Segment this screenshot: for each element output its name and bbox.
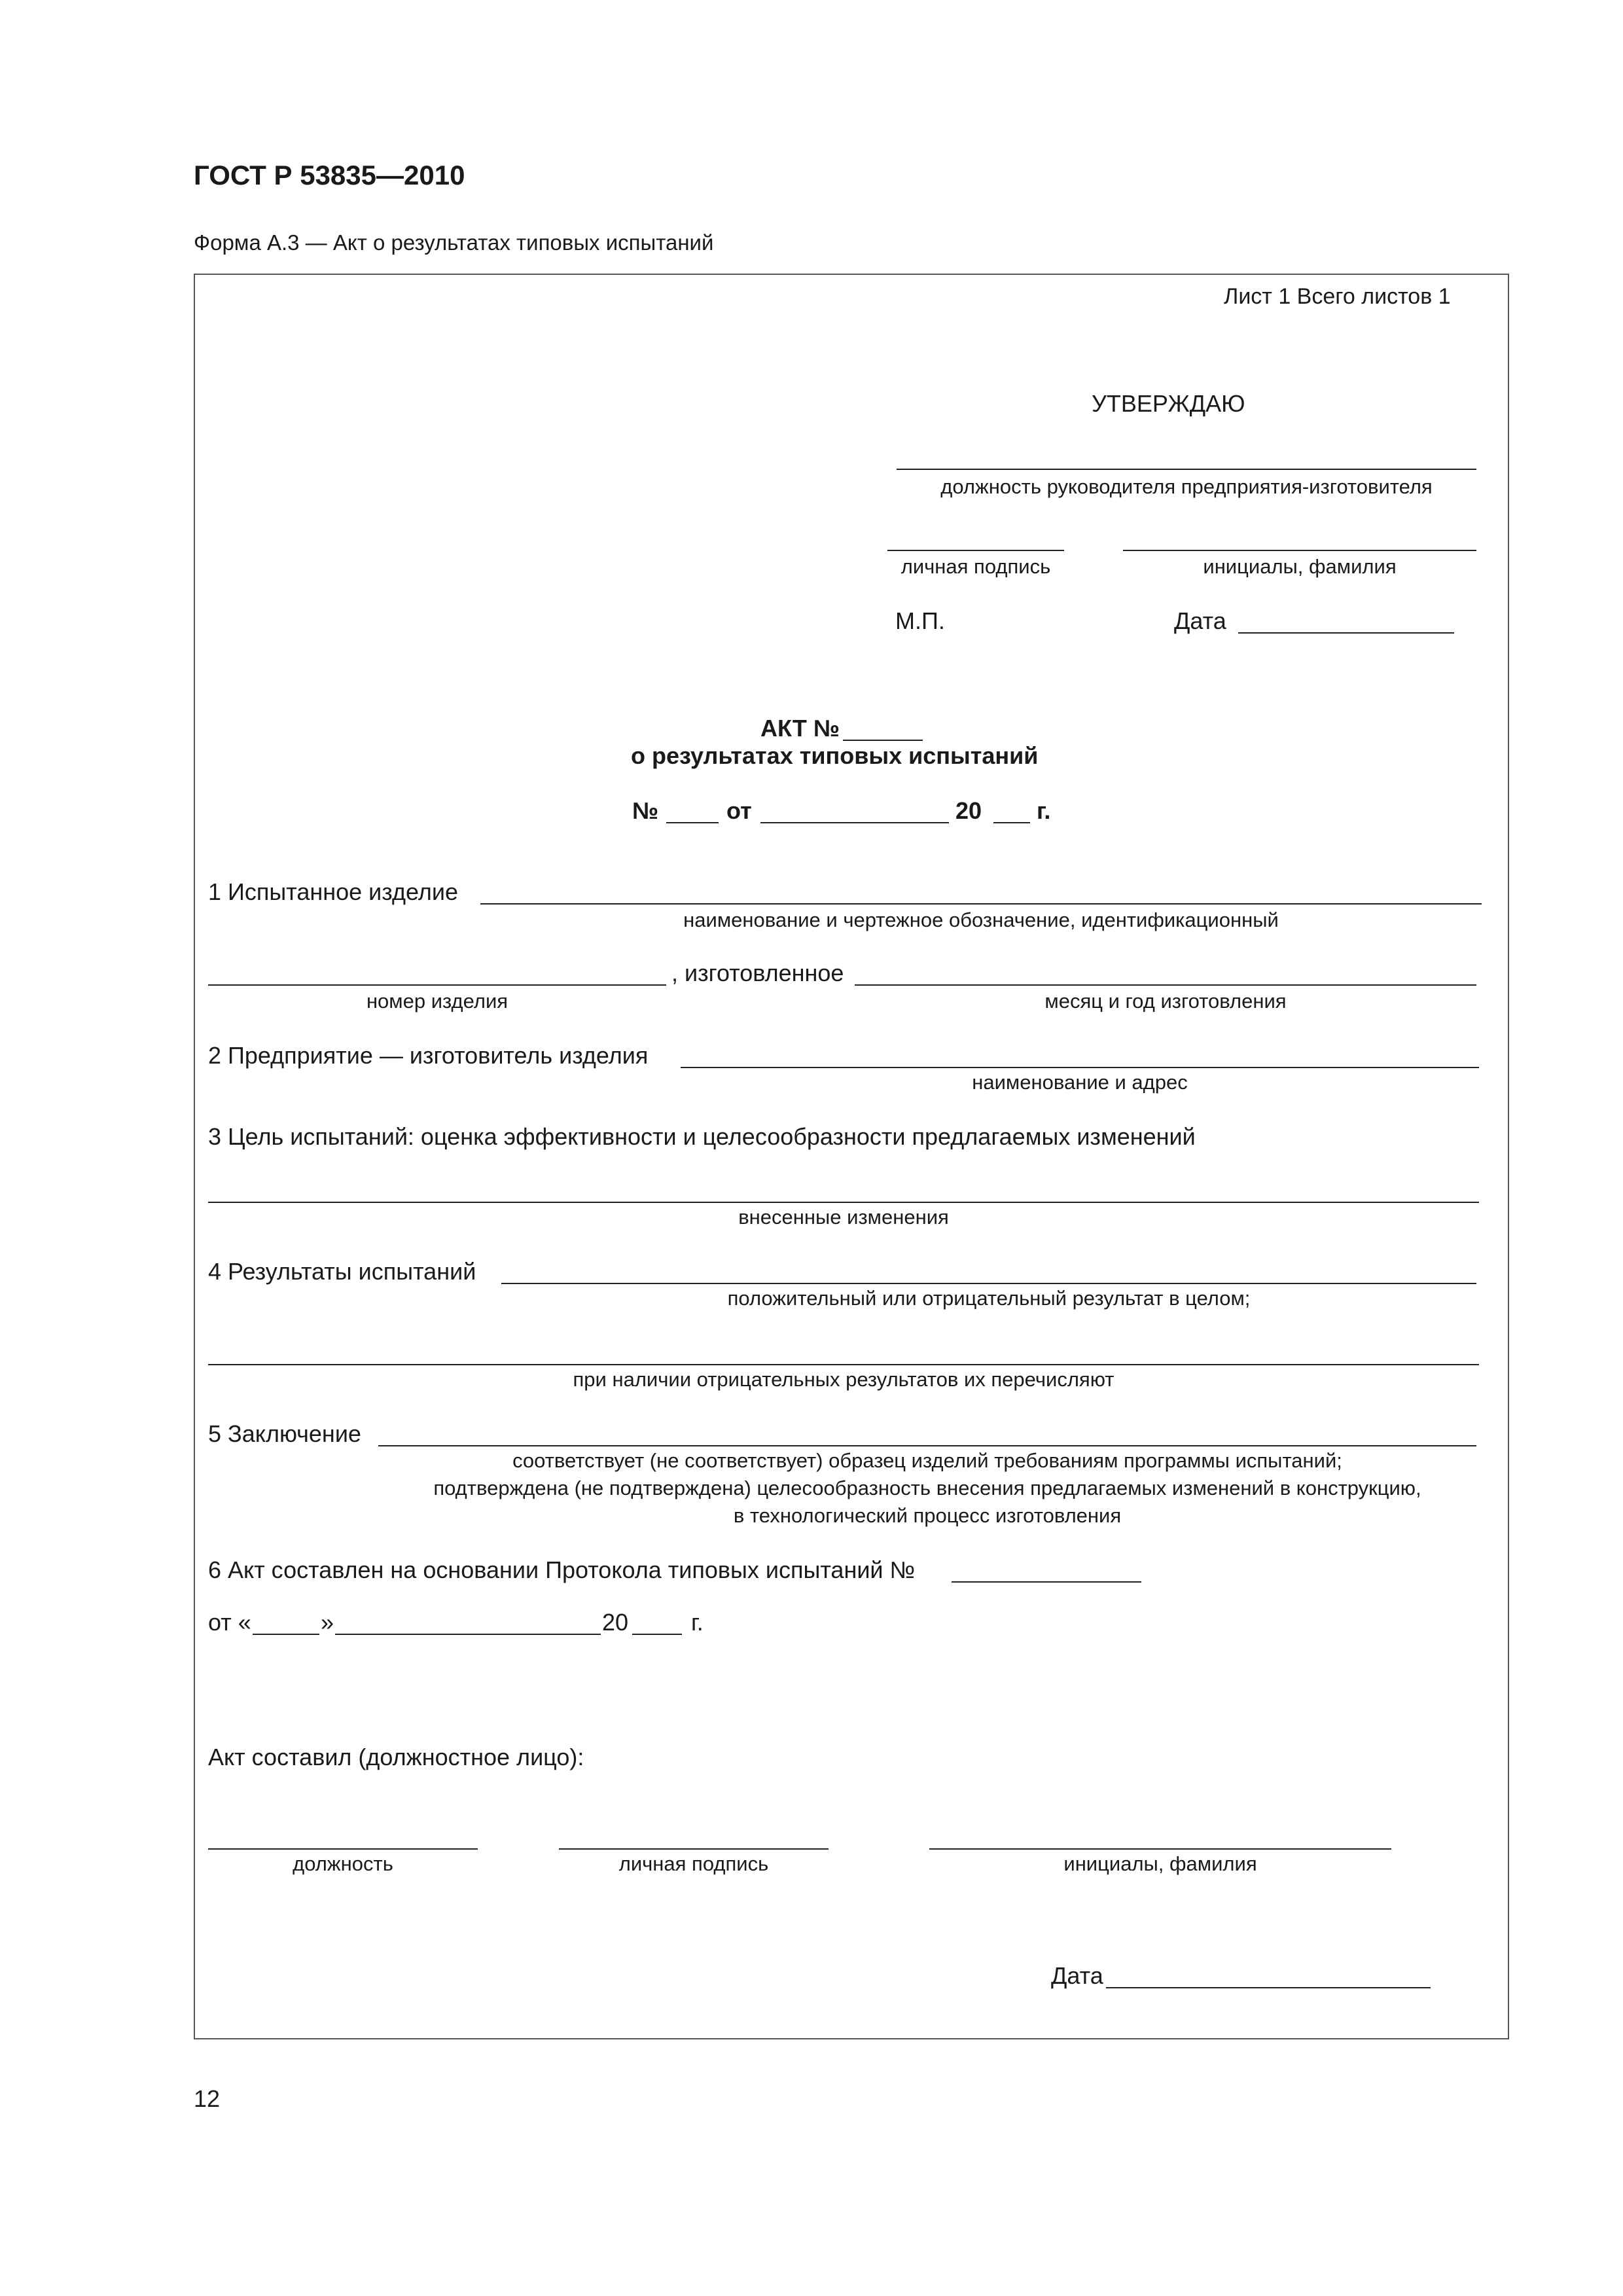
item6-day-line[interactable] [253, 1634, 319, 1635]
item1-number-line[interactable] [208, 984, 666, 986]
item1-date-line[interactable] [855, 984, 1476, 986]
item1-hint: наименование и чертежное обозначение, идентификационный [683, 908, 1279, 931]
position-line[interactable] [897, 469, 1476, 470]
approval-date-line[interactable] [1238, 632, 1454, 634]
approval-signature-label: личная подпись [901, 555, 1051, 578]
item1-manufactured-label: , изготовленное [671, 960, 844, 986]
approval-name-label: инициалы, фамилия [1203, 555, 1397, 578]
item6-month-line[interactable] [335, 1634, 601, 1635]
item1-date-hint: месяц и год изготовления [1044, 990, 1287, 1013]
page-number: 12 [194, 2085, 221, 2112]
compiler-title: Акт составил (должностное лицо): [208, 1744, 584, 1770]
compiler-name-label: инициалы, фамилия [1063, 1852, 1257, 1875]
item2-line[interactable] [681, 1067, 1479, 1068]
item4-line[interactable] [501, 1283, 1476, 1284]
item5-hint2: подтверждена (не подтверждена) целесообразность внесения предлагаемых изменений в конструкцию, [433, 1477, 1421, 1499]
item4-hint2: при наличии отрицательных результатов их перечисляют [573, 1368, 1115, 1391]
act-year-label: 20 [955, 797, 982, 824]
form-caption: Форма А.3 — Акт о результатах типовых испытаний [194, 230, 714, 255]
act-number-line[interactable] [843, 740, 923, 741]
item4-hint1: положительный или отрицательный результат в целом; [727, 1287, 1251, 1310]
item6-year-suffix: г. [691, 1609, 704, 1636]
item6-label: 6 Акт составлен на основании Протокола типовых испытаний № [208, 1556, 916, 1583]
item3-hint: внесенные изменения [738, 1206, 949, 1229]
act-title-prefix: АКТ № [760, 715, 840, 742]
approval-date-prefix: Дата [1174, 607, 1226, 634]
compiler-signature-line[interactable] [559, 1848, 829, 1850]
approval-signature-line[interactable] [887, 550, 1064, 551]
act-title-subtitle: о результатах типовых испытаний [631, 742, 1039, 769]
item5-hint3: в технологический процесс изготовления [733, 1504, 1122, 1527]
act-from-label: от [726, 797, 752, 824]
position-label: должность руководителя предприятия-изготовителя [940, 475, 1433, 498]
approval-name-line[interactable] [1123, 550, 1476, 551]
item4-line2[interactable] [208, 1364, 1479, 1365]
item6-year-label: 20 [602, 1609, 629, 1636]
item2-hint: наименование и адрес [972, 1071, 1188, 1094]
compiler-name-line[interactable] [929, 1848, 1391, 1850]
item4-label: 4 Результаты испытаний [208, 1258, 476, 1285]
item5-line[interactable] [378, 1445, 1476, 1446]
stamp-mark: М.П. [895, 607, 945, 634]
act-year-suffix: г. [1037, 797, 1051, 824]
item5-hint1: соответствует (не соответствует) образец изделий требованиям программы испытаний; [512, 1449, 1342, 1472]
item1-product-line[interactable] [480, 903, 1482, 905]
item1-number-hint: номер изделия [366, 990, 508, 1013]
compiler-signature-label: личная подпись [618, 1852, 769, 1875]
act-number-prefix: № [632, 797, 659, 824]
item5-label: 5 Заключение [208, 1420, 361, 1447]
compiler-date-line[interactable] [1106, 1987, 1431, 1988]
act-year-line[interactable] [993, 822, 1030, 823]
approval-title: УТВЕРЖДАЮ [1092, 390, 1245, 417]
act-reg-number-line[interactable] [666, 822, 719, 823]
compiler-position-line[interactable] [208, 1848, 478, 1850]
compiler-position-label: должность [293, 1852, 393, 1875]
item6-date-from: от « [208, 1609, 251, 1636]
item3-label: 3 Цель испытаний: оценка эффективности и целесообразности предлагаемых изменений [208, 1123, 1196, 1150]
item6-year-line[interactable] [632, 1634, 682, 1635]
standard-header: ГОСТ Р 53835—2010 [194, 160, 465, 190]
item6-protocol-number-line[interactable] [952, 1581, 1141, 1583]
item6-date-mid: » [321, 1609, 334, 1636]
act-date-line[interactable] [760, 822, 949, 823]
compiler-date-prefix: Дата [1051, 1962, 1103, 1989]
item2-label: 2 Предприятие — изготовитель изделия [208, 1042, 649, 1069]
item1-label: 1 Испытанное изделие [208, 878, 458, 905]
form-frame [194, 274, 1509, 2039]
item3-line[interactable] [208, 1202, 1479, 1203]
sheet-counter: Лист 1 Всего листов 1 [1224, 284, 1451, 309]
